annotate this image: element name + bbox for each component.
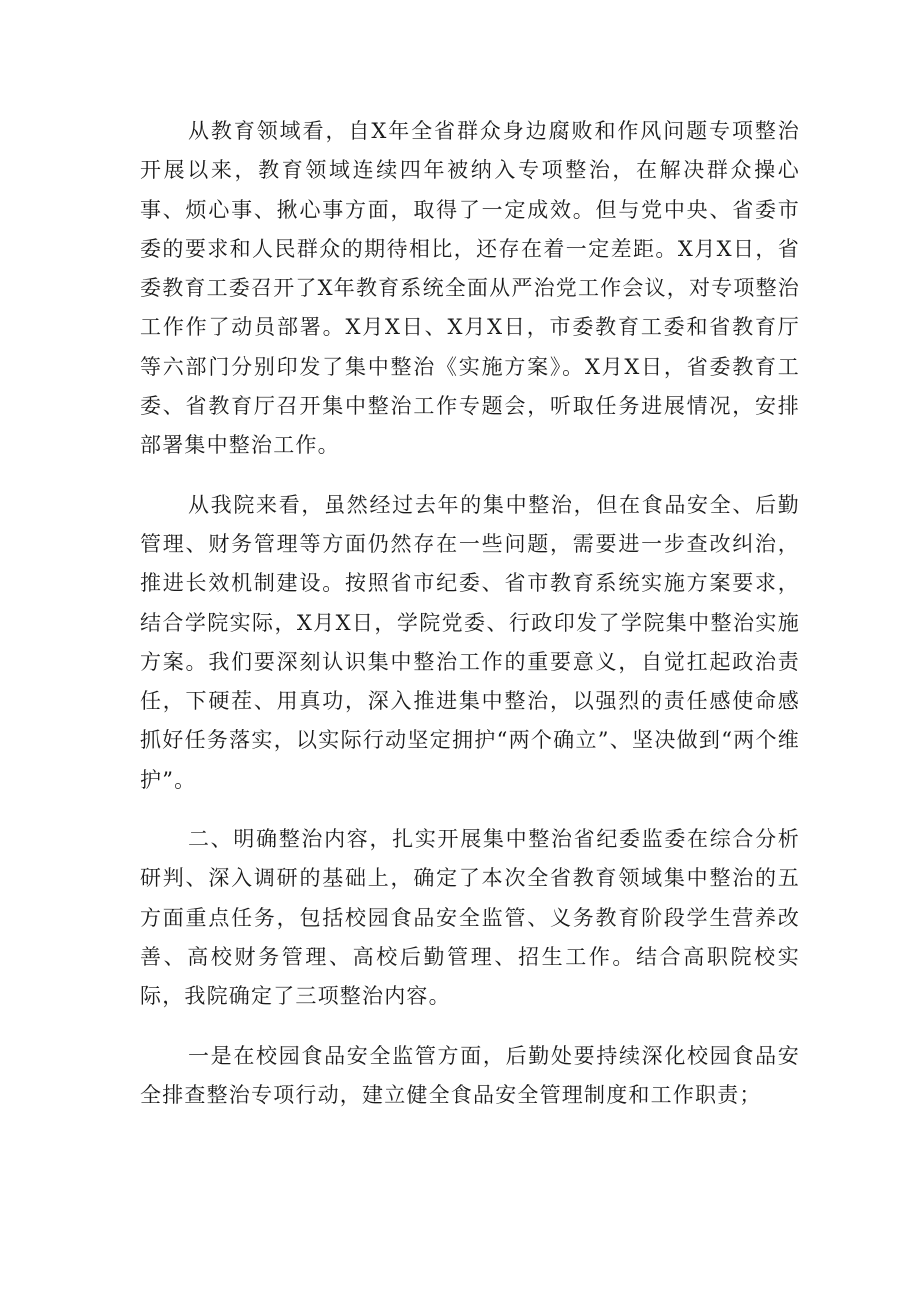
paragraph-section-two: 二、明确整治内容，扎实开展集中整治省纪委监委在综合分析研判、深入调研的基础上，确定了本次全省教育领域集中整治的五方面重点任务，包括校园食品安全监管、义务教育阶段学生营养改善、高校财务管理、高校后勤管理、招生工作。结合高职院校实际，我院确定了三项整治内容。 [140,827,800,1009]
document-body [140,112,800,1135]
paragraph-education-field: 从教育领域看，自X年全省群众身边腐败和作风问题专项整治开展以来，教育领域连续四年被纳入专项整治，在解决群众操心事、烦心事、揪心事方面，取得了一定成效。但与党中央、省委市委的要求和人民群众的期待相比，还存在着一定差距。X月X日，省委教育工委召开了X年教育系统全面从严治党工作会议，对专项整治工作作了动员部署。X月X日、X月X日，市委教育工委和省教育厅等六部门分别印发了集中整治《实施方案》。X月X日，省委教育工委、省教育厅召开集中整治工作专题会，听取任务进展情况，安排部署集中整治工作。 [140,119,800,458]
paragraph-item-one: 一是在校园食品安全监管方面，后勤处要持续深化校园食品安全排查整治专项行动，建立健全食品安全管理制度和工作职责； [140,1043,800,1107]
paragraph-our-college: 从我院来看，虽然经过去年的集中整治，但在食品安全、后勤管理、财务管理等方面仍然存在一些问题，需要进一步查改纠治，推进长效机制建设。按照省市纪委、省市教育系统实施方案要求，结合学院实际，X月X日，学院党委、行政印发了学院集中整治实施方案。我们要深刻认识集中整治工作的重要意义，自觉扛起政治责任，下硬茬、用真功，深入推进集中整治，以强烈的责任感使命感抓好任务落实，以实际行动坚定拥护“两个确立”、坚决做到“两个维护”。 [140,492,800,792]
